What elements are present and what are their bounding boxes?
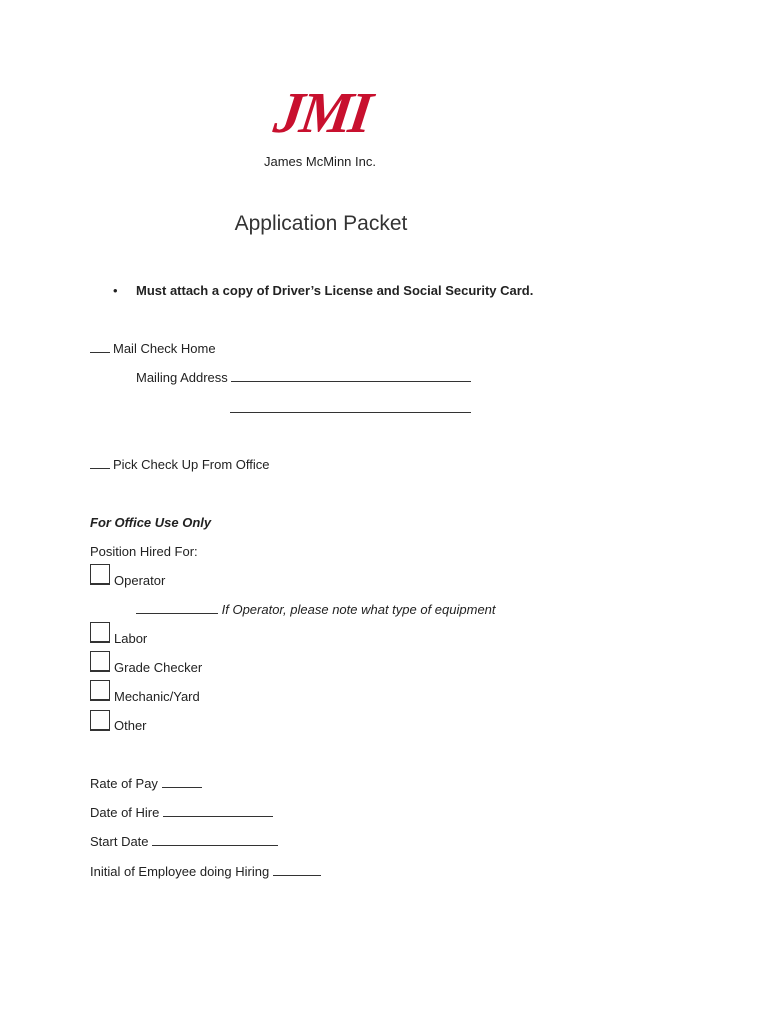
operator-label: Operator	[114, 573, 166, 588]
pick-up-blank[interactable]	[90, 468, 110, 469]
other-checkbox[interactable]	[90, 710, 110, 731]
mailing-address-label: Mailing Address	[136, 370, 228, 385]
grade-checker-checkbox[interactable]	[90, 651, 110, 672]
date-of-hire-label: Date of Hire	[90, 805, 160, 820]
start-date-field[interactable]	[152, 845, 278, 846]
office-use-heading: For Office Use Only	[90, 515, 212, 530]
labor-checkbox[interactable]	[90, 622, 110, 643]
initial-employee-row	[90, 864, 321, 879]
labor-label: Labor	[114, 631, 148, 646]
date-of-hire-field[interactable]	[163, 816, 273, 817]
mailing-address-line-1[interactable]	[231, 381, 471, 382]
rate-of-pay-row	[90, 776, 202, 791]
page-title: Application Packet	[234, 212, 408, 235]
mail-check-row	[90, 341, 216, 356]
mechanic-yard-checkbox[interactable]	[90, 680, 110, 701]
company-logo	[234, 79, 410, 145]
position-label: Position Hired For:	[90, 544, 198, 559]
operator-equipment-blank[interactable]	[136, 613, 218, 614]
rate-of-pay-field[interactable]	[162, 787, 202, 788]
other-label: Other	[114, 718, 147, 733]
mailing-address-line-2[interactable]	[230, 412, 471, 413]
date-of-hire-row	[90, 805, 273, 820]
mail-check-label: Mail Check Home	[113, 341, 216, 356]
company-name: James McMinn Inc.	[264, 154, 376, 169]
grade-checker-label: Grade Checker	[114, 660, 203, 675]
bullet-icon: •	[113, 283, 118, 298]
operator-checkbox[interactable]	[90, 564, 110, 585]
pick-up-row	[90, 457, 270, 472]
initial-employee-label: Initial of Employee doing Hiring	[90, 864, 270, 879]
start-date-label: Start Date	[90, 834, 149, 849]
mail-check-blank[interactable]	[90, 352, 110, 353]
mechanic-yard-label: Mechanic/Yard	[114, 689, 200, 704]
operator-note-row	[136, 602, 496, 617]
initial-employee-field[interactable]	[273, 875, 321, 876]
start-date-row	[90, 834, 278, 849]
attachment-notice: Must attach a copy of Driver’s License and Social Security Card.	[136, 283, 534, 298]
rate-of-pay-label: Rate of Pay	[90, 776, 158, 791]
mailing-address-row	[136, 370, 471, 385]
pick-up-label: Pick Check Up From Office	[113, 457, 270, 472]
operator-note: If Operator, please note what type of equipment	[221, 602, 496, 617]
logo-text: JMI	[270, 79, 374, 145]
